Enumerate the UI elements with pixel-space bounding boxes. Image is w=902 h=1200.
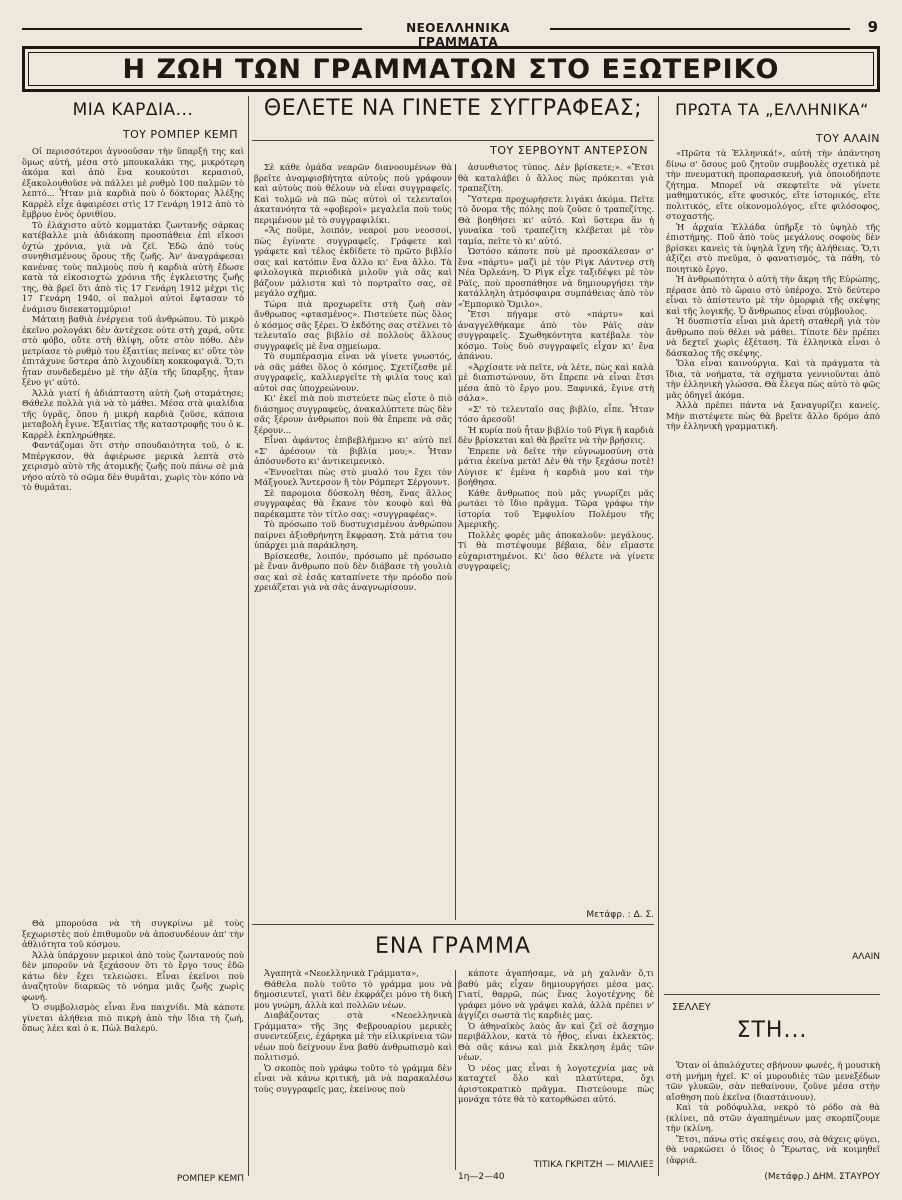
- section-rule-sti: [664, 994, 880, 995]
- paragraph: Ἔτσι, πάνω στὶς σκέψεις σου, σὰ θάχεις φύγει, θὰ ναρκώσει ὁ ἴδιος ὁ Ἔρωτας, νὰ κοιμηθεῖ (ἀφριά.: [666, 1133, 880, 1165]
- article-right-body: [666, 148, 880, 948]
- paragraph: Ὁ ἀθηναϊκὸς λαὸς ἄν καὶ ζεῖ σὲ ἄσχημο περιβάλλον, κατὰ τὸ ἦθος, εἶναι ἐκλεκτὸς. Θὰ σᾶς κάνω καὶ μιὰ ἔκκληση ἐμᾶς τῶν νέων.: [458, 1020, 654, 1062]
- paragraph: Εἶναι ἀφάντος ἐπιβεβλήμενο κι' αὐτὸ πεῖ «Σ' ἀρέσουν τὰ βιβλία μου;». Ἦταν ἀπόσυνδοτο κι' ἀντικειμενικὸ.: [254, 435, 452, 466]
- letter-signature: ΤΙΤΙΚΑ ΓΚΡΙΤΖΗ — ΜΙΛΛΙΕΞ: [533, 1160, 654, 1170]
- paragraph: Τὸ πρόσωπο τοῦ δυστυχισμένου ἀνθρώπου παίρνει ἀξιοθρήνητη ἔκφραση. Στὰ μάτια του ὑπάρχει μιὰ παράκληση.: [254, 519, 452, 550]
- paragraph: Κι' ἐκεῖ πιὰ ποὺ πιστεύετε πὼς εἶστε ὁ πιὸ διάσημος συγγραφεὺς, ἀνακαλύπτετε πὼς δὲν σᾶς ξέρουν ἀνθρωποι ποὺ θὰ ἔπρεπε νὰ σᾶς ξέρουν...: [254, 393, 452, 435]
- article-mid-body-col2: [458, 162, 654, 922]
- paragraph: «Ἄς ποῦμε, λοιπόν, νεαροί μου νεοσσοί, πὼς ἐγίνατε συγγραφεῖς. Γράφετε καὶ γράφετε καὶ τέλος ἐκδίδετε τὸ πρῶτο βιβλίο σας καὶ κατόπιν ἕνα ἄλλο κι' ἕνα ἄλλο. Τὰ φιλολογικὰ περιοδικὰ μιλοῦν γιὰ σᾶς καὶ βάζουν μάλιστα καὶ τὸ πορτραῖτο σας, σὲ μεγάλο σχῆμα.: [254, 225, 452, 298]
- paragraph: ἀσυνθιστος τύπος. Δὲν βρίσκετε;». «Ἔτσι θὰ καταλάβει ὁ ἄλλος πὼς πρόκειται γιὰ τραπεζίτη.: [458, 162, 654, 193]
- paragraph: Κάθε ἄνθρωπος ποὺ μᾶς γνωρίζει μᾶς ρωτάει τὸ ἴδιο πρᾶγμα. Τῶρα γράφω τὴν ἱστορία τοῦ Ἐμφυλίου Πολέμου τῆς Ἀμερικῆς.: [458, 487, 654, 529]
- paragraph: Ὅταν οἱ ἀπαλόχυτες σβήνουν φωνές, ἡ μουσικὴ στὴ μνήμη ἠχεῖ. Κ' οἱ μυρουδιὲς τῶν μενεξέδων τῶν γλυκῶν, σὰν πεθαίνουν, ζοῦνε μέσα στὴν αἴσθηση ποὺ ἐκεῖνα (διαστάινουν).: [666, 1060, 880, 1102]
- letter-title: ΕΝΑ ΓΡΑΜΜΑ: [375, 934, 531, 959]
- paragraph: κάποτε ἀγαπήσαμε, νὰ μὴ χαλνᾶν ὅ,τι βαθύ μᾶς εἶχαν δημιουργήσει μέσα μας. Γιατί, θαρρῶ, πὼς ἕνας λογοτέχνης δὲ γράφει μόνο νὰ γράψει καλά, ἀλλὰ πρέπει ν' ἀγγίζει σωστὰ τὶς καρδιὲς μας.: [458, 968, 654, 1020]
- paragraph: Θάθελα πολὺ τοῦτο τὸ γράμμα μου νὰ δημοσιευτεῖ, γιατὶ δὲν ἐκφράζει μόνο τὴ δική μου γνώμη, ἀλλὰ καὶ πολλῶν νέων.: [254, 978, 452, 1010]
- paragraph: Οἱ περισσότεροι ἀγνοοῦσαν τὴν ὕπαρξή της καὶ ὅμως αὐτή, μέσα στὸ μπουκαλάκι της, μικρότερη ἀκόμα καὶ ἀπὸ ἕνα κουκούτσι κερασιοῦ, ἐξακολουθοῦσε νὰ πάλλει μὲ ρυθμὸ 100 παλμῶν τὸ λεπτό... Ἦταν μιὰ καρδιὰ ποὺ ὁ δόκτορας Ἀλέξης Καρρὲλ εἶχε ἀφαιρέσει στὶς 17 Γενάρη 1912 ἀπὸ τὸ ἔμβρυο ἑνὸς ὀρνιθίου.: [22, 146, 244, 219]
- paragraph: Ὕστερα προχωρήσετε λιγάκι ἀκόμα. Πεῖτε τὸ ὄνομα τῆς πόλης ποὺ ζοῦσε ὁ τραπεζίτης. Θὰ βοηθήσει κι' αὐτό. Καὶ ὕστερα ἂν ἡ γυναίκα τοῦ τραπεζίτη κλέβεται μὲ τὸν ταμία, πεῖτε τὸ κι' αὐτό.: [458, 193, 654, 246]
- article-left-byline: ΤΟΥ ΡΟΜΠΕΡ ΚΕΜΠ: [122, 128, 238, 141]
- banner-inner-frame: [28, 52, 874, 86]
- paragraph: Ἔτσι πήγαμε στὸ «πάρτυ» καὶ ἀναγγελθήκαμε ἀπὸ τὸν Ρὰϊς σὰν συγγραφεῖς. Σχωθηκόντητα κατέβαλε τὸν κόσμο. Τοὺς δυὸ συγγραφεῖς εἶχαν κι' ἕνα ἀπάνου.: [458, 309, 654, 361]
- column-rule-mid: [455, 164, 456, 920]
- masthead: [22, 18, 880, 49]
- masthead-rule-left: [22, 28, 362, 30]
- page-number: 9: [867, 18, 878, 36]
- section-rule-letter: [252, 924, 654, 925]
- banner-title: Η ΖΩΗ ΤΩΝ ΓΡΑΜΜΑΤΩΝ ΣΤΟ ΕΞΩΤΕΡΙΚΟ: [122, 53, 780, 85]
- paragraph: Τώρα πιὰ προχωρεῖτε στὴ ζωὴ σὰν ἄνθρωπος «φτασμένος». Πιστεύετε πὼς ὅλος ὁ κόσμος σᾶς ξέρει. Ὁ ἐκδότης σας στέλνει τὸ τελευταῖο σας βιβλίο σὲ πολλοὺς ἄλλους συγγραφεῖς μὲ ἕνα σημείωμα.: [254, 298, 452, 351]
- paragraph: Σὲ κάθε ὁμάδα νεαρῶν διανοουμένων θὰ βρεῖτε ἀναμφισβήτητα αὐτοὺς ποὺ γράφουν καὶ αὐτοὺς ποὺ θέλουν νὰ εἶναι συγγραφεῖς. Καὶ τολμῶ νὰ πῶ πὼς αὐτοὶ οἱ τελευταῖοι ἀκατανόητα τὰ «φοβεροὶ» μεγαλεῖα ποὺ τοὺς περιμένουν μὲ τὸ συγγραφιλίκι.: [254, 162, 452, 225]
- letter-body-col1: [254, 968, 452, 1166]
- article-right-byline: ΤΟΥ ΑΛΑΙΝ: [815, 132, 880, 145]
- paragraph: Σὲ παρομοια δύσκολη θέση, ἕνας ἄλλος συγγραφέας θὰ ἔκανε τὸν κουφὸ καὶ θὰ παρέκαμπτε τὸν τίτλο σας: «συγγραφέας».: [254, 487, 452, 519]
- paragraph: Ὡστόσο κάποτε ποὺ μὲ προσκάλεσαν σ' ἕνα «πάρτυ» μαζὶ μὲ τὸν Ρὶγκ Λάντνερ στὴ Νέα Ὀρλεάνη. Ὁ Ρὶγκ εἶχε ταξιδέψει μὲ τὸν Ρὰϊς, ποὺ προσπάθησε νὰ δημιουργήσει τὴν κατάλληλη ἀτμόσφαιρα συμπάθειας ἀπὸ τὸν «Ἐμπορικὸ Ὅμιλο».: [458, 246, 654, 309]
- sti-signature: (Μετάφρ.) ΔΗΜ. ΣΤΑΥΡΟΥ: [764, 1172, 880, 1182]
- paragraph: Ὁ συμβολισμὸς εἶναι ἕνα παιχνίδι. Μὰ κάποτε γίνεται ἀλήθεια πιὸ πικρὴ ἀπὸ τὴν ἴδια τὴ ζωή, ὅπως λέει καὶ ὁ κ. Πὼλ Βαλερύ.: [22, 1002, 244, 1033]
- article-left-title: ΜΙΑ ΚΑΡΔΙΑ...: [72, 100, 194, 120]
- paragraph: Διαβάζοντας στὰ «Νεοελληνικὰ Γράμματα» τῆς 3ης Φεβρουαρίου μερικὲς συνεντεύξεις, ἐχάρηκα μὲ τὴν εἰλικρίνεια τῶν νέων ποὺ δείχνουν ἕνα βαθὺ ἀνθρωπισμὸ καὶ πολιτισμό.: [254, 1010, 452, 1062]
- article-right-title: ΠΡΩΤΑ ΤΑ „ΕΛΛΗΝΙΚΑ“: [675, 100, 869, 119]
- paragraph: Μάταιη βαθιὰ ἐνέργεια τοῦ ἀνθρώπου. Τὸ μικρὸ ἐκεῖνο ρολογάκι δὲν ἀντέχεσε ούτε στὴ χαρά, οὔτε στὸ φόβο, οὔτε στὴ θλίψη, οὔτε στὸν πόθο. Δὲν μετρίασε τὸ ρυθμὸ του ἐξαιτίας πείνας κι' οὔτε τὸν ἐπιτάχυνε ὕστερα ἀπὸ λιχουδίκη κοκκοφαγιᾶ. Ὅ,τι ἦταν συνδεδεμένο μὲ τὴν ἀξία τῆς ὕπαρξης, ἦταν ξένο γι' αὐτό.: [22, 314, 244, 387]
- paragraph: «Ἐννοεῖται πὼς στὸ μυαλό του ἔχει τὸν Μάξγουελ Ἄντερσον ἢ τὸν Ρόμπερτ Σέργουντ.: [254, 466, 452, 487]
- paragraph: «Πρῶτα τὰ Ἑλληνικά!», αὐτὴ τὴν ἀπάντηση δίνω σ' ὅσους μοῦ ζητοῦν συμβουλὲς σχετικὰ μὲ τὴν πνευματικὴ προπαρασκευή, γιὰ ὁποιοδήποτε ζήτημα. Μπορεῖ νὰ σκεφτεῖτε νὰ γίνετε μαθηματικός, εἴτε φυσικός, εἴτε ἱστορικός, εἴτε πολιτικός, εἴτε οἰκονομολόγος, εἴτε φιλόσοφος, στοχαστής.: [666, 148, 880, 221]
- paragraph: Ἡ δυσπιστία εἶναι μιὰ ἀρετὴ σταθερῆ γιὰ τὸν ἄνθρωπο ποὺ θέλει νὰ μάθει. Τίποτε δὲν πρέπει νὰ δεχτεῖ χωρὶς ἐξέταση. Τὰ ἑλληνικὰ εἶναι ὁ δάσκαλος τῆς σκέψης.: [666, 316, 880, 358]
- column-rule-letter: [455, 970, 456, 1170]
- letter-date: 1η—2—40: [458, 1172, 505, 1182]
- paragraph: Ἡ ἀρχαία Ἑλλάδα ὑπῆρξε τὸ ὑψηλὸ τῆς ἐπιστήμης. Ποῦ ἀπὸ τοὺς μεγάλους σοφοὺς δὲν βρίσκει κανεὶς τὰ ὑψηλὰ ἴχνη τῆς ἀλήθειας. Ὅ,τι ἀξίζει στὸ πνεῦμα, ὁ φανατισμός, τὰ πάθη, τὸ ποιητικὸ ἔργο.: [666, 221, 880, 274]
- article-mid-translator: Μετάφρ. : Δ. Σ.: [586, 910, 654, 920]
- article-right-signature: ΑΛΑΙΝ: [852, 952, 880, 962]
- paragraph: Φαντάζομαι ὅτι στὴν σπουδαιότητα τοῦ, ὁ κ. Μπέργκσον, θὰ ἀφιέρωσε μερικὰ λεπτὰ στὸ χειρισμὸ αὐτὸ τῆς ἀτομικῆς ζωῆς ποὺ πάνω σὲ μιὰ νήσο αὐτὸ τὸ σῶμα δὲν θυμᾶται, χωρὶς τὸν κόπο νὰ τὸ θυμᾶται.: [22, 440, 244, 492]
- letter-body-col2: [458, 968, 654, 1166]
- paragraph: Πολλὲς φορὲς μᾶς ἀποκαλοῦν: μεγάλους. Τί θὰ πιστέψουμε βέβαια, δὲν εἴμαστε εὐχαριστημένοι. Κι' ὅσο θέλετε νὰ γίνετε συγγραφεῖς;: [458, 529, 654, 571]
- sti-title: ΣΤΗ...: [736, 1018, 808, 1043]
- title-rule-mid: [252, 140, 654, 141]
- paragraph: Βρίσκεσθε, λοιπόν, πρόσωπο μὲ πρόσωπο μὲ ἕναν ἄνθρωπο ποὺ δὲν διάβασε τὴ γουλιὰ σας καὶ σὲ ἐσᾶς καταπίνετε τὴν πρόοδο ποὺ χρειάζεται γιὰ νὰ σᾶς ἀναγνωρίσουν.: [254, 550, 452, 592]
- paragraph: «Σ' τὸ τελευταῖο σας βιβλίο, εἶπε. Ἦταν τόσο ἀρεσοῦ!: [458, 403, 654, 424]
- article-mid-body-col1: [254, 162, 452, 922]
- paragraph: Ἐπρεπε νὰ δεῖτε τὴν εὐγνωμοσύνη στὰ μάτια ἐκείνα μετὰ! Δὲν θὰ τὴν ξεχάσω ποτὲ! Λύγισε κ' ἐμένα ἡ καρδιὰ μου καὶ τὴν βοήθησα.: [458, 445, 654, 487]
- paragraph: «Ἀρχίσατε νὰ πεῖτε, νὰ λέτε, πὼς καὶ καλὰ μὲ διαπιστώνουν, ὅτι ἔπρεπε νὰ εἶναι ἔτσι μέσα ἀπὸ τὸ ἔργο μου. Ξαφνικά, ἔγινε στὴ σάλα».: [458, 361, 654, 403]
- paragraph: Ἀλλὰ ὑπάρχουν μερικοὶ ἀπὸ τοὺς ζωντανούς ποὺ δὲν μποροῦν νὰ ξεχάσουν ὅτι τὸ ἔργο τους ἐδῶ κάτω δὲν ἔχει τελειώσει. Εἶναι ἐκεῖνοι ποὺ ἀναζητοῦν διαρκῶς τὸ νόημα μιᾶς ζωῆς χωρὶς φωνή.: [22, 949, 244, 1002]
- article-left-signature: ΡΟΜΠΕΡ ΚΕΜΠ: [176, 1174, 244, 1184]
- sti-body: [666, 1060, 880, 1182]
- column-rule-1: [248, 96, 249, 1176]
- paragraph: Ἀλλὰ γιατί ἡ ἀδιάπταστη αὐτὴ ζωὴ σταμάτησε; Θάθελε πολλὰ γιὰ νὰ τὸ μάθει. Μέσα στὰ φιαλίδια τῆς ὑγρᾶς, ὅπου ἡ μικρὴ καρδιὰ ζοῦσε, κάποια μεταβολὴ ἔγινε. Ἐξαιτίας τῆς καταστροφῆς του ὁ κ. Καρρὲλ ἐκπληρώθηκε.: [22, 387, 244, 440]
- paragraph: Ἀλλὰ πρέπει πάντα νὰ ξαναγυρίζει κανείς. Μὴν πιστέψετε πὼς θὰ βρεῖτε ἄλλο δρόμο ἀπὸ τὴν ἑλληνικὴ γραμματική.: [666, 400, 880, 431]
- article-left-body: [22, 146, 244, 916]
- paragraph: Καὶ τὰ ροδόφυλλα, νεκρὸ τὸ ρόδο σὰ θὰ (κλίνει, πᾶ στῶν ἀγαπημένων μας σκορπίζουμε τὴν (κλίνη.: [666, 1102, 880, 1133]
- paragraph: Ὅλα εἶναι καινούργια. Καὶ τὰ πράγματα τὰ ἴδια, τὰ νοήματα, τὰ σχήματα γεννιοῦνται ἀπὸ τὴν ἑλληνικὴ γλώσσα. Θὰ ἔλεγα πὼς αὐτὸ τὸ φῶς μᾶς ὁδηγεῖ ἀκόμα.: [666, 358, 880, 400]
- article-mid-byline: ΤΟΥ ΣΕΡΒΟΥΝΤ ΑΝΤΕΡΣΟΝ: [490, 144, 648, 157]
- paragraph: Τὸ ἐλάχιστο αὐτὸ κομματάκι ζωντανῆς σάρκας κατέβαλλε μιὰ ἀδιάκοπη προσπάθεια ἐπὶ εἴκοσι ὀχτὼ χρόνια, γιὰ νὰ ζεῖ. Ἐδῶ ἀπὸ τοὺς συνηθισμένους ὅρους τῆς ζωῆς. Ἀν' ἀναγράφεσαι κανένας τοὺς παλμοὺς ποὺ ἡ καρδιὰ αὐτὴ ἔδωσε κατὰ τὰ εἰκοσιοχτὼ χρόνια τῆς ἐγκλειστης ζωῆς της, θὰ βρεῖ ὅτι ἀπὸ τὶς 17 Γενάρη 1912 μέχρι τὶς 17 Γενάρη 1940, οἱ παλμοὶ αὐτοὶ ἔφτασαν τὸ ἐνάμισυ δισεκατομμύριο!: [22, 219, 244, 314]
- paragraph: Ὁ νέος μας εἶναι ἡ λογοτεχνία μας νὰ καταχτεῖ ὅλο καὶ πλατύτερα, ὄχι ἀριστοκρατικὸ πρᾶγμα. Πιστεύουμε πὼς μονάχα τότε θὰ τὸ κατορθώσει αὐτό.: [458, 1062, 654, 1104]
- sti-author-label: ΣΕΛΛΕΥ: [672, 1002, 711, 1013]
- article-mid-title: ΘΕΛΕΤΕ ΝΑ ΓΙΝΕΤΕ ΣΥΓΓΡΑΦΕΑΣ;: [263, 96, 643, 121]
- paragraph: Θὰ μπορούσα νὰ τὴ συγκρίνω μὲ τοὺς ξεχωριστὲς ποὺ ἐπιθυμοῦν νὰ ἀποσυνδέουν ἀπ' τὴν ἀθλιότητα τοῦ κόσμου.: [22, 918, 244, 949]
- masthead-rule-right: [550, 28, 850, 30]
- paragraph: Ὁ σκοπὸς ποὺ γράφω τοῦτο τὸ γράμμα δὲν εἶναι νὰ κάνω κριτική, μὰ νὰ παρακαλέσω τοὺς συγγραφεῖς μας, ἐκείνους ποὺ: [254, 1062, 452, 1094]
- publication-name: ΝΕΟΕΛΛΗΝΙΚΑ ΓΡΑΜΜΑΤΑ: [406, 21, 510, 49]
- paragraph: Ἡ ἀνθρωπότητα ὁ αὐτὴ τὴν ἄκρη τῆς Εὐρώπης, πέρασε ἀπὸ τὸ ὥραιο στὸ ὑπέροχο. Στὸ δεύτερο εἶναι τὸ ἀπίστευτο μὲ τὴν ὁμορφιὰ τῆς σκέψης καὶ τῆς λογικῆς. Ὁ ἄνθρωπος εἶναι σύμβουλος.: [666, 274, 880, 316]
- section-banner: [22, 46, 880, 92]
- paragraph: Ἡ κυρία ποὺ ἦταν βιβλίο τοῦ Ρὶγκ ἢ καρδιὰ δὲν βρίσκεται καὶ θὰ βρεῖτε νὰ τὴν βρήσεις.: [458, 424, 654, 445]
- column-rule-2: [658, 96, 659, 1176]
- paragraph: Ἀγαπητὰ «Νεοελληνικὰ Γράμματα»,: [264, 968, 419, 978]
- article-left-body-cont: [22, 918, 244, 1170]
- paragraph: Τὸ συμπέρασμα εἶναι νὰ γίνετε γνωστός, νὰ σᾶς μάθει ὅλος ὁ κόσμος. Σχετίζεσθε μὲ συγγραφεῖς, καλλιεργεῖτε τὴ φιλία τους καὶ αὐτοὶ σας ὑποχρεώνουν.: [254, 351, 452, 393]
